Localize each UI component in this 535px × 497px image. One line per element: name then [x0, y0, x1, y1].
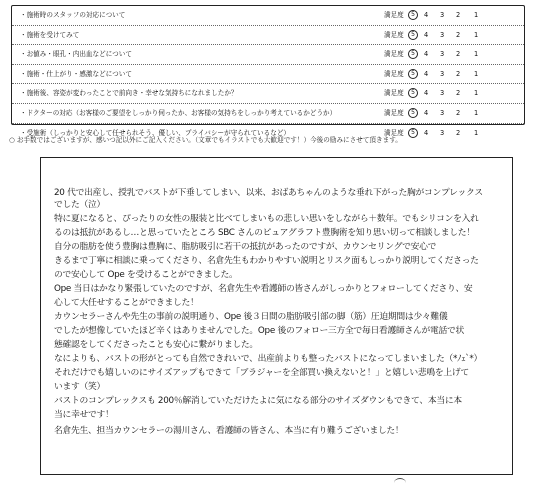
survey-row: [12, 26, 524, 46]
comment-line: 特に夏になると、ぴったりの女性の服装と比べてしまいもの悲しい思いをしながら＋数年。でもシリコンを入れ: [54, 214, 479, 224]
survey-question: ・受施術（しっかりと安心して任せられそう、優しい、プライバシーが守られているなど）: [20, 128, 291, 137]
rating-option: 3: [440, 30, 445, 39]
circled-rating: 5: [408, 69, 418, 79]
rating-option: 3: [440, 69, 445, 78]
circled-rating: 5: [408, 30, 418, 40]
rating-option: 2: [456, 11, 461, 19]
survey-row: [12, 6, 524, 26]
rating-option: 2: [456, 30, 461, 39]
satisfaction-label: 満足度: [384, 89, 404, 98]
rating-option: 1: [474, 30, 479, 39]
rating-option: 2: [456, 128, 461, 137]
comment-line: 20 代で出産し、授乳でバストが下垂してしまい、以来、おばあちゃんのような垂れ下がった胸がコンプレックス: [54, 188, 483, 198]
rating-option: 1: [474, 108, 479, 117]
circled-rating: 5: [408, 108, 418, 118]
rating-option: 2: [456, 108, 461, 117]
survey-question: ・施術・仕上がり・感激などについて: [20, 69, 132, 78]
satisfaction-label: 満足度: [384, 128, 404, 137]
comment-line: カウンセラーさんや先生の事前の説明通り、Ope 後３日間の脂肪吸引部の脚（筋）圧迫期間は少々難儀: [54, 312, 448, 322]
rating-option: 3: [440, 11, 445, 19]
rating-option: 2: [456, 50, 461, 59]
comment-line: 名倉先生、担当カウンセラーの湯川さん、看護師の皆さん、本当に有り難うございました！: [54, 426, 404, 436]
survey-row: [12, 104, 524, 124]
rating-option: 3: [440, 89, 445, 98]
rating-option: 1: [474, 89, 479, 98]
circled-rating: 5: [408, 10, 418, 20]
satisfaction-label: 満足度: [384, 30, 404, 39]
survey-row: [12, 45, 524, 65]
rating-option: 1: [474, 11, 479, 19]
comment-line: ので安心して Ope を受けることができました。: [54, 270, 238, 280]
comment-line: 自分の脂肪を使う豊胸は豊胸に、脂肪吸引に若干の抵抗があったのですが、カウンセリングで安心で: [54, 242, 437, 252]
comment-instruction-note: ○ お手数ではございますが、感いつ記以外にご記入ください。（文章でもイラストでも大歓迎です！）今後の励みにさせて頂きます。: [9, 136, 402, 144]
comment-line: きるまで丁寧に相談に乗ってくださり、名倉先生もわかりやすい説明とリスク面もしっかり説明してくださった: [54, 256, 479, 266]
rating-option: 4: [424, 11, 429, 19]
rating-option: 2: [456, 89, 461, 98]
circled-rating: 5: [408, 88, 418, 98]
satisfaction-label: 満足度: [384, 50, 404, 59]
circled-rating: 5: [408, 128, 418, 138]
rating-option: 1: [474, 69, 479, 78]
comment-line: でしたが想像していたほど辛くはありませんでした。Ope 後のフォロー三方全で毎日看護師さんが電話で状: [54, 326, 464, 336]
survey-question: ・施術時のスタッフの対応について: [20, 11, 126, 19]
comment-line: それだけでも嬉しいのにサイズアップもできて「ブラジャーを全部買い換えないと！」と嬉しい悲鳴を上げて: [54, 368, 469, 378]
rating-option: 1: [474, 50, 479, 59]
circled-rating: 5: [408, 49, 418, 59]
rating-option: 4: [424, 108, 429, 117]
comment-line: なによりも、バストの形がとっても自然できれいで、出産前よりも整ったバストになってしまいました（*ﾉｪ`*）: [54, 354, 482, 364]
comment-line: でした（泣）: [54, 200, 105, 210]
rating-option: 2: [456, 69, 461, 78]
comment-line: 当に幸せです！: [54, 410, 114, 420]
survey-question: ・施術を受けてみて: [20, 30, 80, 39]
rating-option: 4: [424, 69, 429, 78]
rating-option: 4: [424, 89, 429, 98]
comment-line: Ope 当日はかなり緊張していたのですが、名倉先生や看護師の皆さんがしっかりとフォローしてくださり、安: [54, 284, 473, 294]
comment-line: るのは抵抗があるし…と思っていたところ SBC さんのピュアグラフト豊胸術を知り思い切って相談しました！: [54, 228, 475, 238]
satisfaction-label: 満足度: [384, 69, 404, 78]
satisfaction-label: 満足度: [384, 11, 404, 19]
survey-question: ・ドクターの対応（お客様のご要望をしっかり伺ったか、お客様の気持ちをしっかり考えているかどうか）: [20, 108, 337, 117]
handwritten-comment-box: [40, 157, 513, 475]
comment-line: 心して大任せすることができました！: [54, 298, 199, 308]
page-edge-mark: [394, 478, 406, 488]
rating-option: 1: [474, 128, 479, 137]
rating-option: 3: [440, 108, 445, 117]
rating-option: 4: [424, 50, 429, 59]
rating-option: 4: [424, 128, 429, 137]
survey-question: ・施術後、容姿が変わったことで前向き・幸せな気持ちになれましたか？: [20, 89, 238, 98]
survey-row: [12, 84, 524, 104]
rating-option: 3: [440, 128, 445, 137]
survey-question: ・お値み・眼孔・内出血などについて: [20, 50, 132, 59]
comment-line: います（笑）: [54, 382, 105, 392]
rating-option: 4: [424, 30, 429, 39]
comment-line: 態確認をしてくださったことも安心に繋がりました。: [54, 340, 258, 350]
survey-row: [12, 65, 524, 85]
satisfaction-survey-table: [11, 5, 525, 137]
satisfaction-label: 満足度: [384, 108, 404, 117]
comment-line: バストのコンプレックスも 200％解消していただけたよに気になる部分のサイズダウンもできて、本当に本: [54, 396, 462, 406]
rating-option: 3: [440, 50, 445, 59]
